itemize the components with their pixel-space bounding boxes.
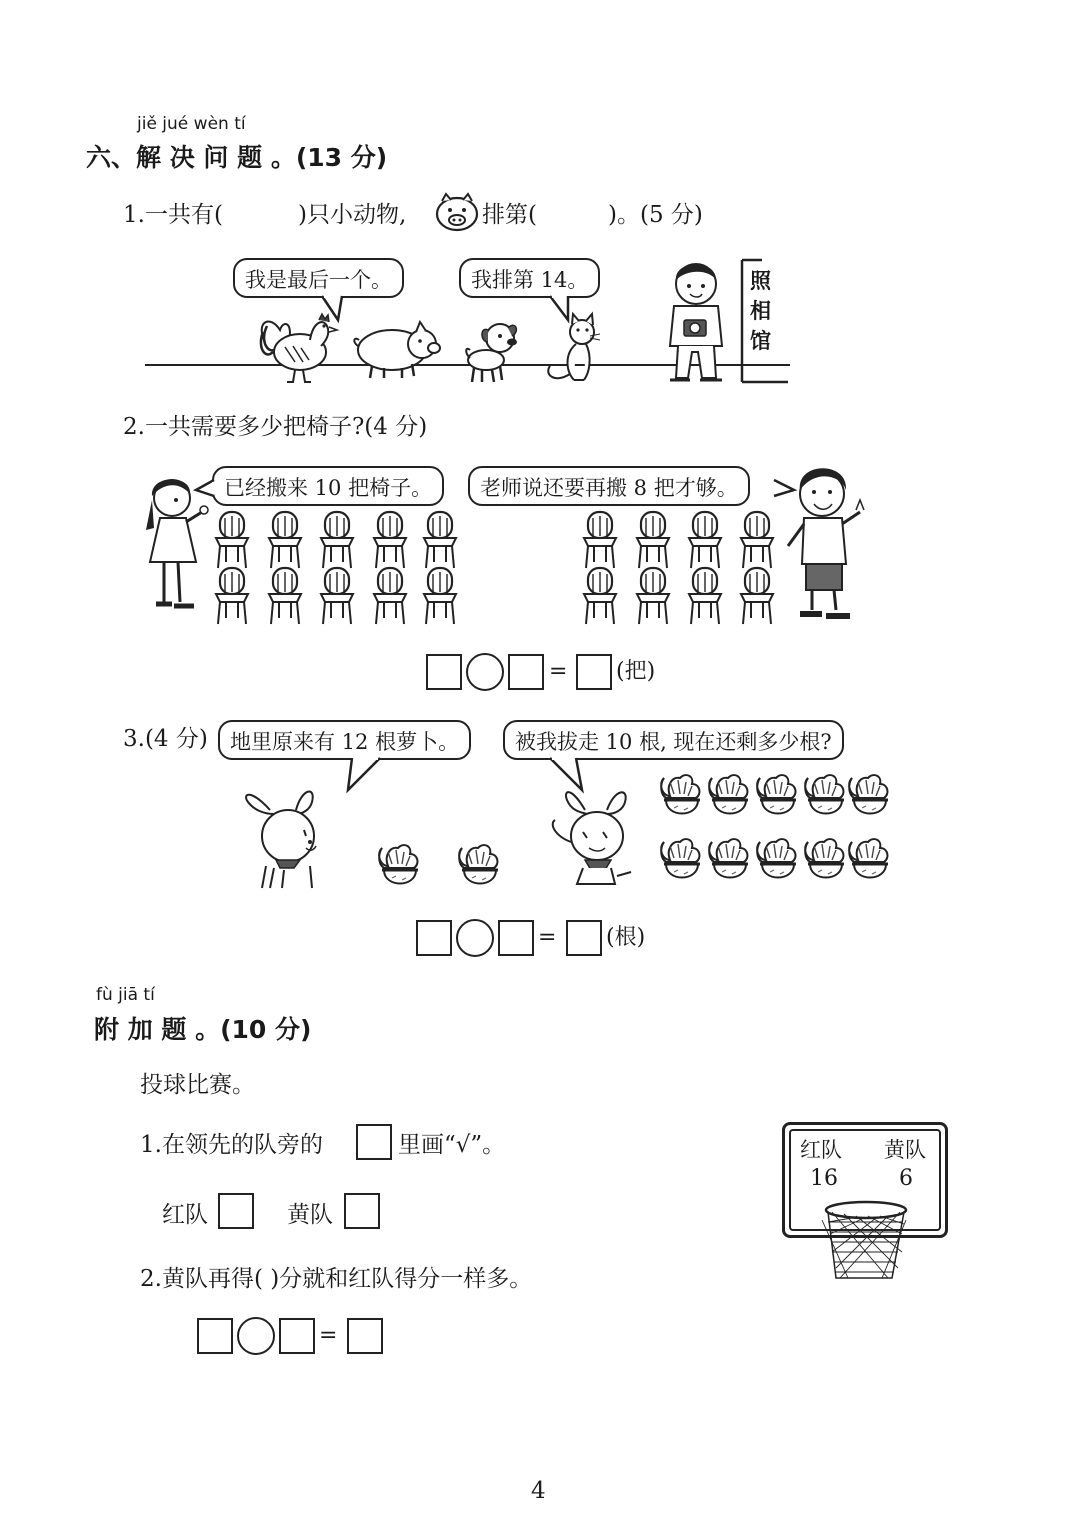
q2-unit: (把)	[616, 659, 656, 684]
chair-icon	[319, 510, 355, 570]
extra-subtitle: 投球比赛。	[140, 1072, 255, 1098]
girl-speech-bubble: 已经搬来 10 把椅子。	[212, 466, 444, 506]
left-rabbit-bubble-tail	[346, 758, 396, 794]
radish-icon	[846, 772, 892, 824]
extra-q1-inline-box	[356, 1124, 392, 1160]
radish-icon	[706, 772, 752, 824]
q2-equation-answer-box[interactable]	[576, 654, 612, 690]
q2-text: 2.一共需要多少把椅子?(4 分)	[123, 414, 428, 440]
chair-icon	[687, 510, 723, 570]
right-rabbit-speech-bubble: 被我拔走 10 根, 现在还剩多少根?	[503, 720, 844, 760]
chair-icon	[267, 566, 303, 626]
chair-icon	[635, 510, 671, 570]
q3-equation-box-1[interactable]	[416, 920, 452, 956]
extra-equation-box-1[interactable]	[197, 1318, 233, 1354]
sign-char: 照	[750, 268, 771, 293]
q2-equation-box-2[interactable]	[508, 654, 544, 690]
yellow-team-check-box[interactable]	[344, 1193, 380, 1229]
rooster-icon	[255, 312, 340, 384]
q3-equation-operator-circle[interactable]	[456, 919, 494, 957]
q3-equation-box-2[interactable]	[498, 920, 534, 956]
q3-equation-answer-box[interactable]	[566, 920, 602, 956]
radish-icon	[456, 842, 502, 894]
chair-icon	[739, 566, 775, 626]
radish-icon	[658, 836, 704, 888]
radish-icon	[846, 836, 892, 888]
radish-icon	[754, 836, 800, 888]
q1-text-a: 1.一共有(	[123, 202, 223, 228]
q3-label: 3.(4 分)	[123, 726, 208, 752]
sign-char: 馆	[750, 328, 771, 353]
extra-q1-text-b: 里画“√”。	[398, 1132, 506, 1158]
chair-icon	[372, 510, 408, 570]
q1-text-d: )。(5 分)	[608, 202, 703, 228]
left-rabbit-icon	[240, 780, 330, 892]
boy-speech-bubble: 老师说还要再搬 8 把才够。	[468, 466, 750, 506]
red-team-label: 红队	[162, 1202, 208, 1228]
chair-icon	[687, 566, 723, 626]
q1-text-b: )只小动物,	[298, 202, 407, 228]
photographer-boy-icon	[660, 256, 730, 384]
q2-equals-sign: =	[549, 659, 568, 684]
q3-unit: (根)	[606, 925, 646, 950]
chair-icon	[267, 510, 303, 570]
chair-icon	[635, 566, 671, 626]
chair-icon	[422, 566, 458, 626]
chair-icon	[739, 510, 775, 570]
chair-icon	[372, 566, 408, 626]
extra-title: 附 加 题 。(10 分)	[94, 1015, 312, 1044]
girl-icon	[142, 470, 217, 620]
extra-equation-answer-box[interactable]	[347, 1318, 383, 1354]
basketball-hoop-icon	[818, 1196, 918, 1282]
q1-text-c: 排第(	[482, 202, 537, 228]
boy-icon	[786, 460, 861, 630]
chair-icon	[214, 566, 250, 626]
q3-equals-sign: =	[538, 925, 557, 950]
photo-studio-sign-text	[750, 266, 776, 356]
radish-icon	[802, 836, 848, 888]
rooster-speech-bubble: 我是最后一个。	[233, 258, 404, 298]
dog-icon	[460, 318, 522, 384]
extra-equation-box-2[interactable]	[279, 1318, 315, 1354]
extra-equals-sign: =	[319, 1323, 338, 1348]
scoreboard-red-label: 红队	[800, 1138, 842, 1162]
extra-q1-text-a: 1.在领先的队旁的	[140, 1132, 323, 1158]
radish-icon	[754, 772, 800, 824]
chair-icon	[422, 510, 458, 570]
q2-equation-operator-circle[interactable]	[466, 653, 504, 691]
pig-face-icon	[434, 192, 480, 234]
scoreboard-red-score: 16	[810, 1166, 838, 1191]
section6-pinyin: jiě jué wèn tí	[137, 114, 246, 134]
chair-icon	[582, 566, 618, 626]
pig-icon	[350, 320, 445, 382]
scoreboard-yellow-score: 6	[899, 1166, 913, 1191]
chair-icon	[214, 510, 250, 570]
radish-icon	[802, 772, 848, 824]
sign-char: 相	[750, 298, 771, 323]
section6-title: 六、解 决 问 题 。(13 分)	[86, 143, 388, 172]
q2-equation-box-1[interactable]	[426, 654, 462, 690]
page-number: 4	[531, 1478, 546, 1504]
left-rabbit-speech-bubble: 地里原来有 12 根萝卜。	[218, 720, 471, 760]
chair-icon	[582, 510, 618, 570]
cat-icon	[540, 314, 605, 386]
chair-icon	[319, 566, 355, 626]
right-rabbit-icon	[545, 780, 640, 890]
extra-pinyin: fù jiā tí	[96, 985, 155, 1005]
scoreboard-yellow-label: 黄队	[884, 1138, 926, 1162]
extra-equation-operator-circle[interactable]	[237, 1317, 275, 1355]
cat-speech-bubble: 我排第 14。	[459, 258, 600, 298]
extra-q2-text: 2.黄队再得( )分就和红队得分一样多。	[140, 1266, 533, 1292]
red-team-check-box[interactable]	[218, 1193, 254, 1229]
radish-icon	[658, 772, 704, 824]
radish-icon	[706, 836, 752, 888]
yellow-team-label: 黄队	[287, 1202, 333, 1228]
radish-icon	[376, 842, 422, 894]
